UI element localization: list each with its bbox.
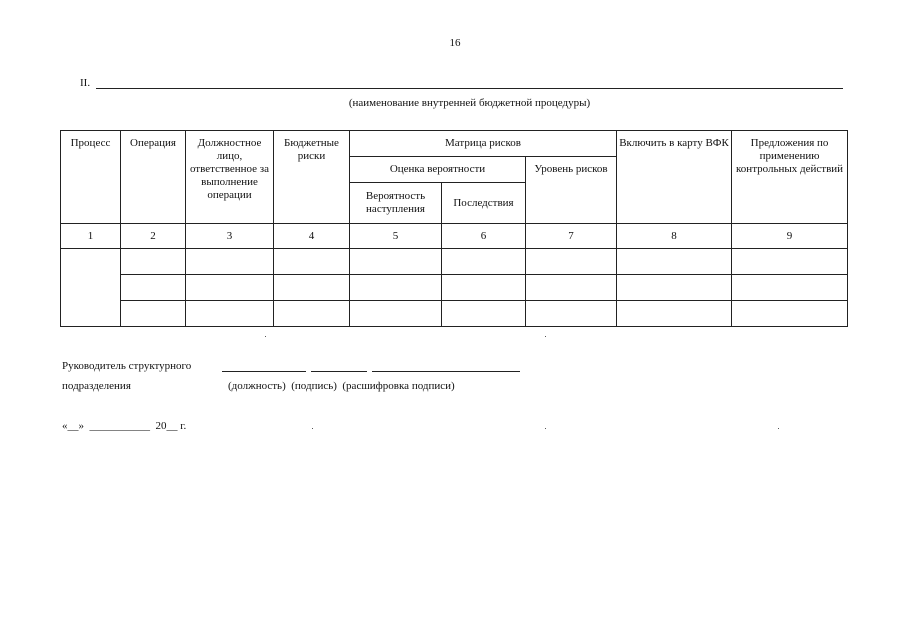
column-number: 7 (526, 224, 617, 249)
column-number: 9 (732, 224, 848, 249)
position-field[interactable] (222, 371, 306, 372)
table-cell[interactable] (442, 275, 526, 301)
column-number: 3 (186, 224, 274, 249)
procedure-name-caption: (наименование внутренней бюджетной процедуры) (348, 97, 591, 109)
page-number: 16 (449, 37, 461, 49)
table-row (61, 301, 848, 327)
table-cell[interactable] (617, 249, 732, 275)
table-cell[interactable] (186, 249, 274, 275)
header-budget-risks: Бюджетные риски (274, 131, 350, 224)
header-likelihood: Вероятность наступления (350, 183, 442, 224)
table-cell[interactable] (442, 301, 526, 327)
column-number: 1 (61, 224, 121, 249)
table-cell[interactable] (350, 301, 442, 327)
table-cell[interactable] (350, 249, 442, 275)
header-probability-assessment: Оценка вероятности (350, 157, 526, 183)
header-risk-level: Уровень рисков (526, 157, 617, 224)
section-number: II. (80, 77, 91, 89)
header-official: Должностное лицо, ответственное за выполнение операции (186, 131, 274, 224)
table-row (61, 275, 848, 301)
scan-speck (312, 428, 313, 429)
table-cell[interactable] (121, 275, 186, 301)
signatory-label-line2: подразделения (62, 380, 131, 392)
table-cell[interactable] (274, 249, 350, 275)
process-cell[interactable] (61, 249, 121, 327)
signatory-label-line1: Руководитель структурного (62, 360, 192, 372)
signature-captions: (должность) (подпись) (расшифровка подписи) (228, 380, 455, 392)
signature-decryption-field[interactable] (372, 371, 520, 372)
risk-table (60, 130, 848, 327)
scan-speck (265, 336, 266, 337)
table-cell[interactable] (617, 301, 732, 327)
table-cell[interactable] (442, 249, 526, 275)
table-cell[interactable] (274, 301, 350, 327)
table-cell[interactable] (186, 275, 274, 301)
column-number: 5 (350, 224, 442, 249)
table-cell[interactable] (121, 249, 186, 275)
table-cell[interactable] (350, 275, 442, 301)
header-operation: Операция (121, 131, 186, 224)
column-number: 4 (274, 224, 350, 249)
table-cell[interactable] (732, 301, 848, 327)
table-cell[interactable] (121, 301, 186, 327)
procedure-name-field[interactable] (96, 88, 843, 89)
signature-field[interactable] (311, 371, 367, 372)
table-cell[interactable] (186, 301, 274, 327)
table-cell[interactable] (732, 275, 848, 301)
scan-speck (778, 428, 779, 429)
table-cell[interactable] (617, 275, 732, 301)
table-cell[interactable] (274, 275, 350, 301)
column-number: 6 (442, 224, 526, 249)
column-number-row (61, 224, 848, 249)
header-consequences: Последствия (442, 183, 526, 224)
scan-speck (545, 336, 546, 337)
header-proposals: Предложения по применению контрольных действий (732, 131, 848, 224)
column-number: 2 (121, 224, 186, 249)
table-cell[interactable] (526, 275, 617, 301)
table-row (61, 249, 848, 275)
header-include-vfk: Включить в карту ВФК (617, 131, 732, 224)
header-risk-matrix: Матрица рисков (350, 131, 617, 157)
scan-speck (545, 428, 546, 429)
table-cell[interactable] (732, 249, 848, 275)
table-cell[interactable] (526, 249, 617, 275)
date-line: «__» ___________ 20__ г. (62, 420, 187, 432)
table-cell[interactable] (526, 301, 617, 327)
header-process: Процесс (61, 131, 121, 224)
column-number: 8 (617, 224, 732, 249)
